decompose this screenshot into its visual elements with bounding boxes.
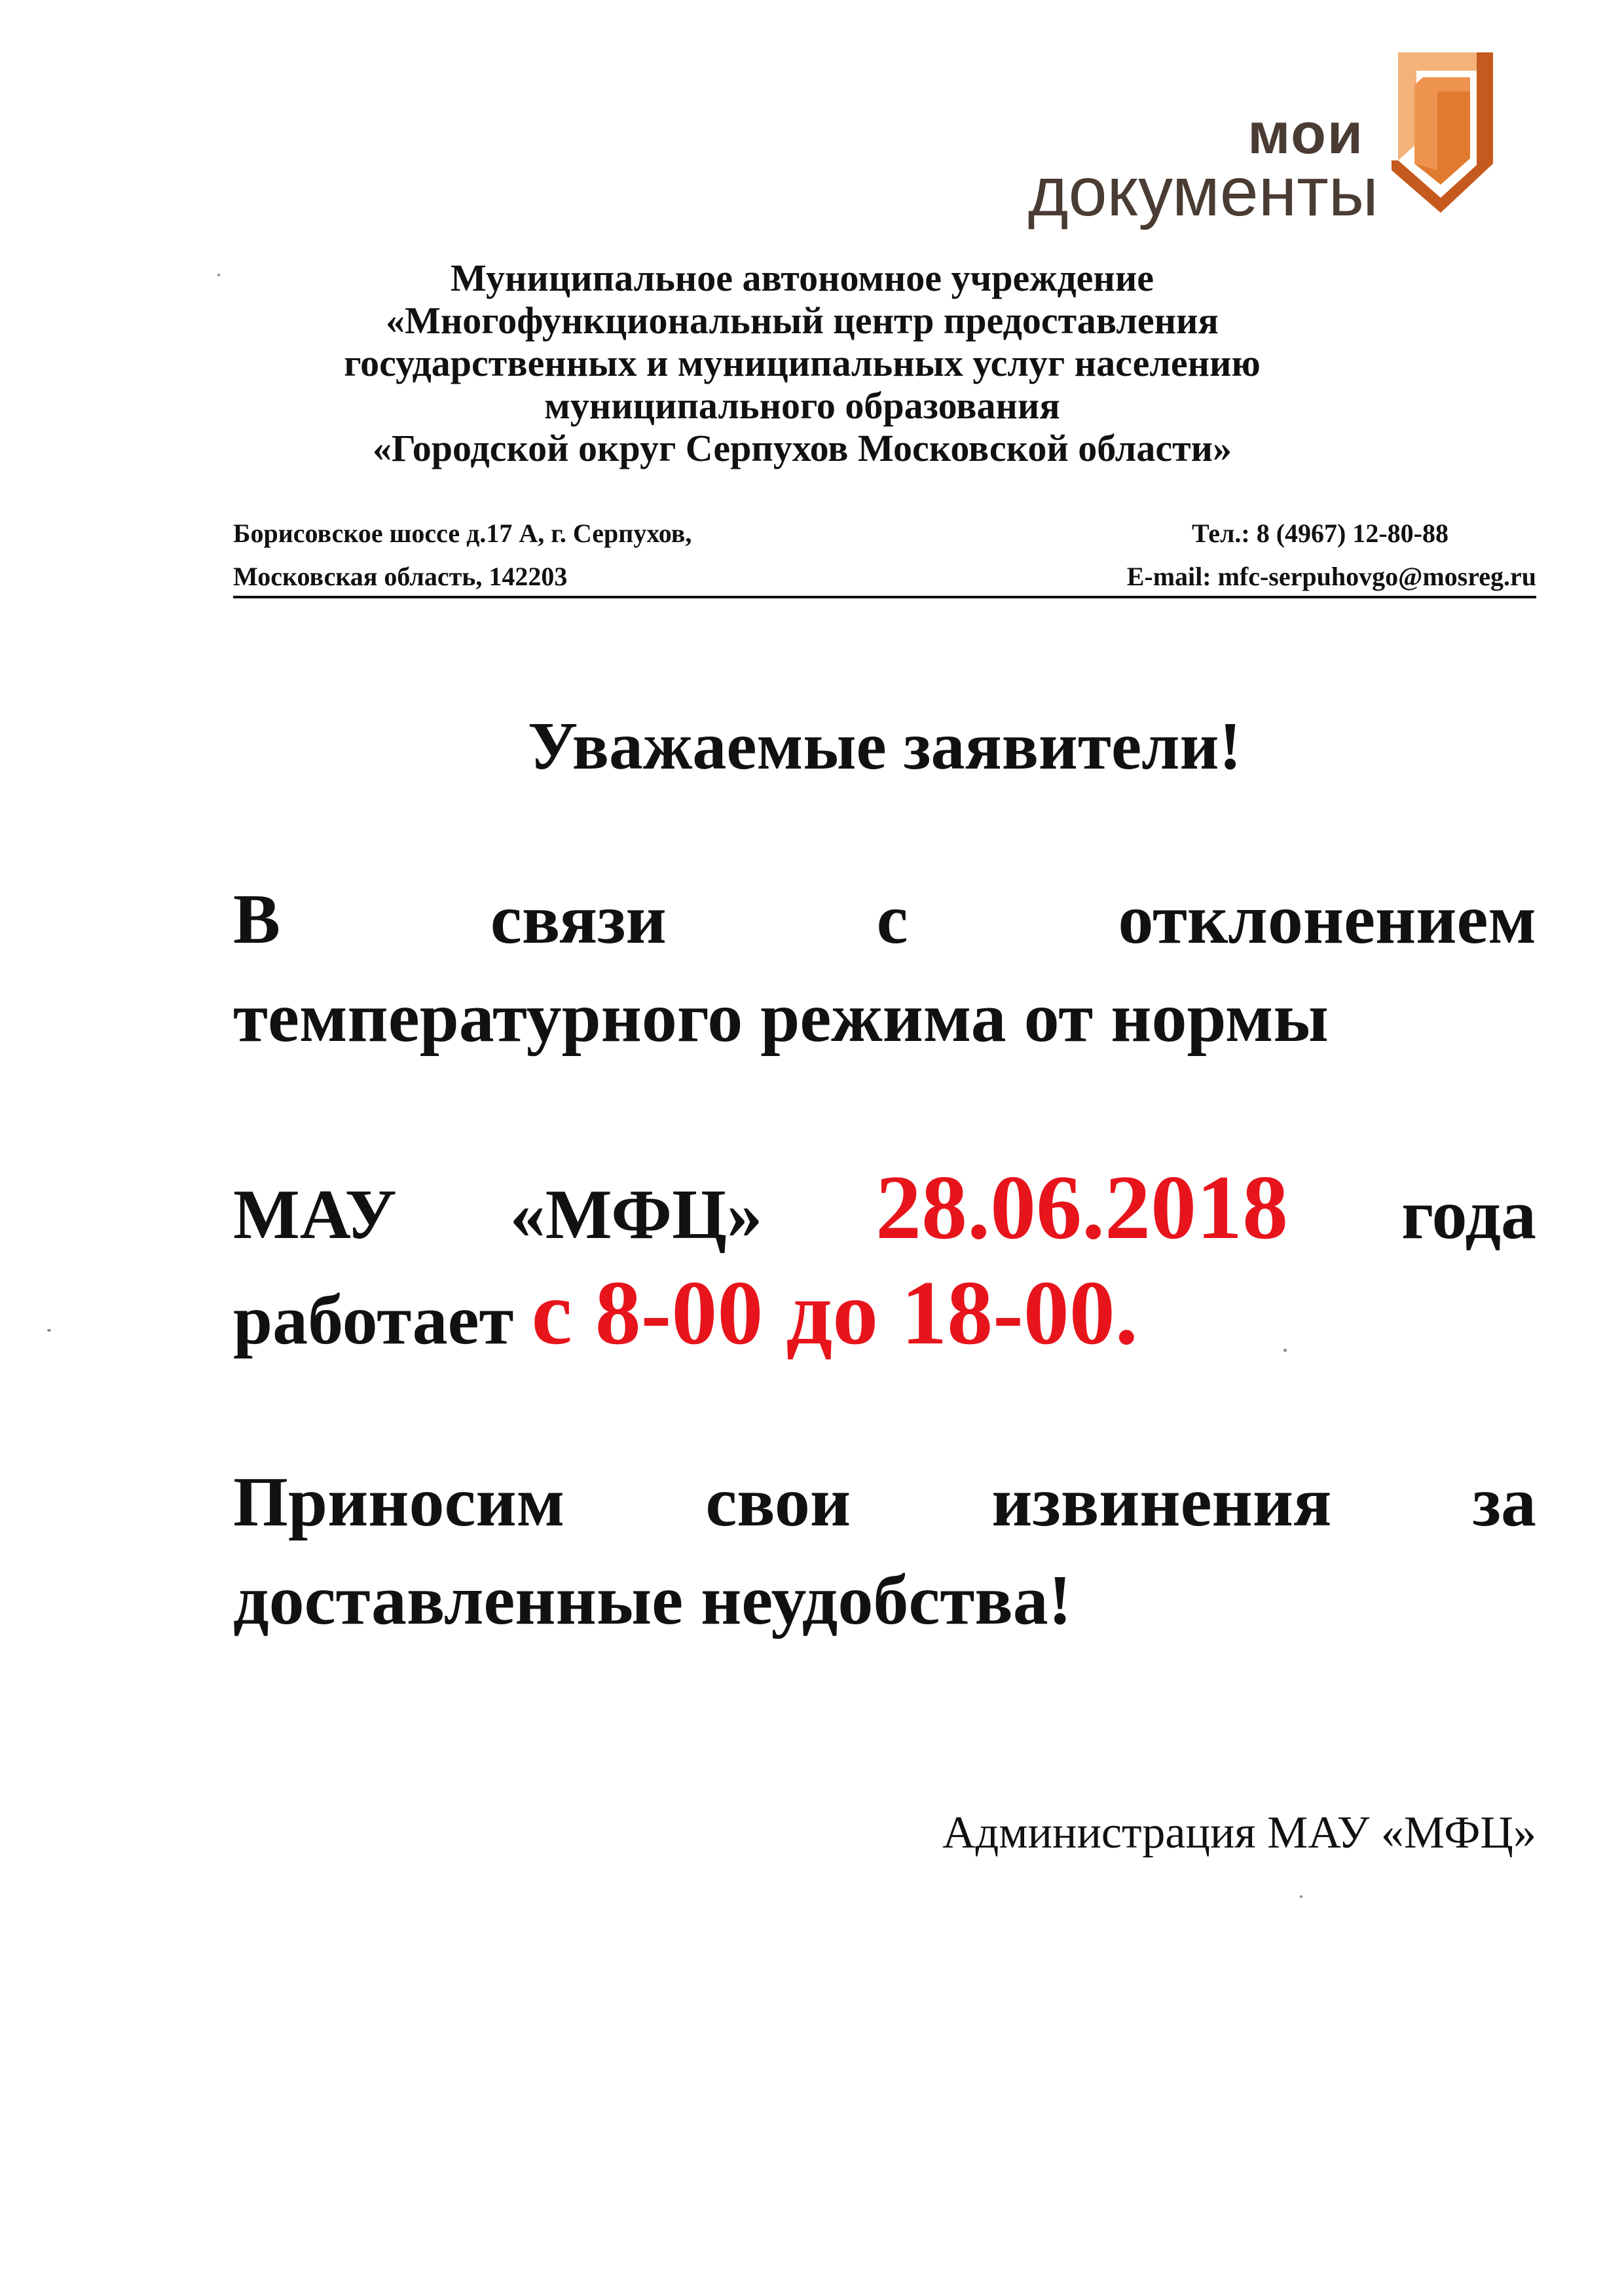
org-line-5: «Городской округ Серпухов Московской области»: [373, 427, 1232, 469]
address-line-2: Московская область, 142203: [233, 562, 568, 591]
org-line-3: государственных и муниципальных услуг населению: [344, 342, 1261, 384]
email-address: E-mail: mfc-serpuhovgo@mosreg.ru: [1126, 562, 1536, 591]
highlighted-date: 28.06.2018: [876, 1157, 1289, 1258]
paragraph-3-line-2: доставленные неудобства!: [233, 1561, 1072, 1639]
paragraph-3-line-1: [233, 1453, 1536, 1552]
scan-speck: [1283, 1349, 1287, 1352]
word: года: [1401, 1176, 1536, 1254]
address-line-1: Борисовское шоссе д.17 А, г. Серпухов,: [233, 519, 692, 548]
scan-speck: [217, 274, 220, 276]
word: связи: [490, 881, 667, 958]
notice-paragraph-2: [233, 1159, 1536, 1370]
word: «МФЦ»: [509, 1176, 763, 1254]
org-line-4: муниципального образования: [544, 384, 1060, 427]
word: отклонением: [1118, 881, 1536, 958]
logo-line-1: мои: [1247, 101, 1364, 166]
greeting-heading: Уважаемые заявители!: [527, 708, 1242, 784]
highlighted-working-hours: с 8-00 до 18-00.: [531, 1262, 1138, 1364]
org-line-2: «Многофункциональный центр предоставления: [386, 299, 1219, 342]
organization-header: [196, 257, 1408, 469]
scan-speck: [47, 1329, 51, 1332]
notice-paragraph-3: [233, 1453, 1536, 1650]
address-block: [233, 512, 692, 598]
word: МАУ: [233, 1176, 397, 1254]
word: работает: [233, 1281, 514, 1359]
paragraph-2-line-1: [233, 1159, 1536, 1264]
paragraph-1-line-2: температурного режима от нормы: [233, 979, 1329, 1057]
scan-speck: [1300, 1895, 1302, 1898]
paragraph-1-line-1: [233, 871, 1536, 969]
word: В: [233, 881, 281, 958]
signature: Администрация МАУ «МФЦ»: [942, 1808, 1536, 1858]
logo-line-2: документы: [1027, 153, 1378, 230]
word: за: [1472, 1463, 1536, 1541]
paragraph-2-line-2: [233, 1264, 1536, 1370]
word: свои: [705, 1463, 851, 1541]
word: Приносим: [233, 1463, 565, 1541]
logo-wordmark: [1027, 101, 1378, 230]
logo-shield-icon: [1378, 46, 1496, 216]
word: с: [876, 881, 908, 958]
phone-number: Тел.: 8 (4967) 12-80-88: [1192, 519, 1449, 548]
word: извинения: [991, 1463, 1332, 1541]
moi-dokumenty-logo: [913, 46, 1503, 229]
notice-paragraph-1: [233, 871, 1536, 1067]
header-divider: [233, 596, 1536, 598]
contact-details: [1127, 512, 1536, 598]
org-line-1: Муниципальное автономное учреждение: [451, 257, 1154, 299]
